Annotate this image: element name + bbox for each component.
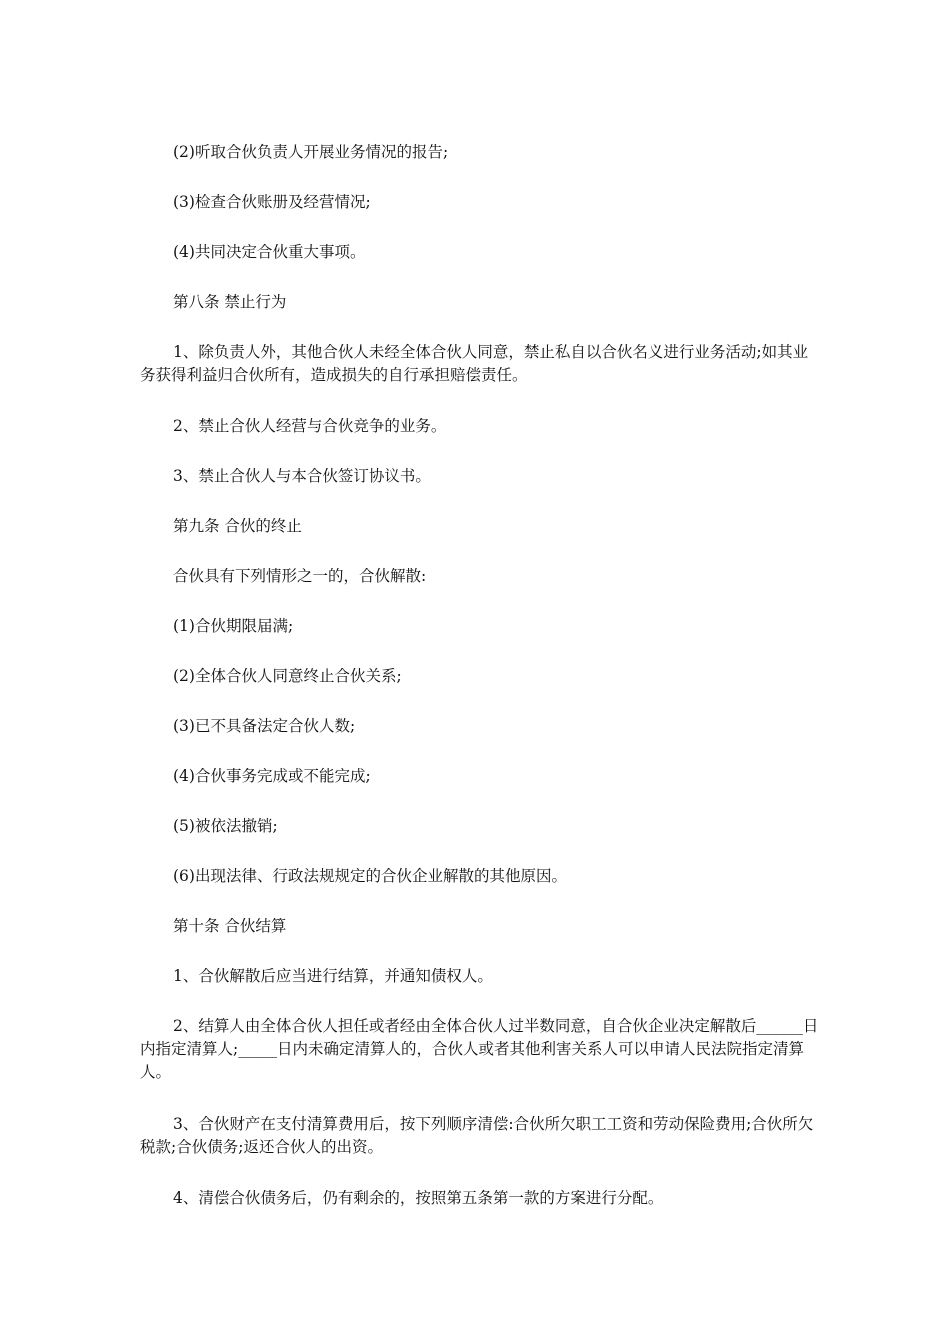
article-10-para-4: 4、清偿合伙债务后，仍有剩余的，按照第五条第一款的方案进行分配。 — [173, 1189, 664, 1207]
article-9-intro: 合伙具有下列情形之一的，合伙解散: — [173, 567, 427, 585]
dissolution-item-6: (6)出现法律、行政法规规定的合伙企业解散的其他原因。 — [173, 867, 567, 885]
article-8-para-1: 1、除负责人外，其他合伙人未经全体合伙人同意，禁止私自以合伙名义进行业务活动;如其业务获得利益归合伙所有，造成损失的自行承担赔偿责任。 — [140, 343, 809, 384]
article-9-heading: 第九条 合伙的终止 — [173, 517, 302, 535]
article-10-para-2: 2、结算人由全体合伙人担任或者经由全体合伙人过半数同意，自合伙企业决定解散后______日内指定清算人;_____日内未确定清算人的，合伙人或者其他利害关系人可以申请人民法院指定清算人。 — [140, 1017, 819, 1081]
article-10-para-3: 3、合伙财产在支付清算费用后，按下列顺序清偿:合伙所欠职工工资和劳动保险费用;合伙所欠税款;合伙债务;返还合伙人的出资。 — [140, 1115, 814, 1156]
dissolution-item-2: (2)全体合伙人同意终止合伙关系; — [173, 667, 402, 685]
dissolution-item-3: (3)已不具备法定合伙人数; — [173, 717, 356, 735]
dissolution-item-1: (1)合伙期限届满; — [173, 617, 294, 635]
dissolution-item-5: (5)被依法撤销; — [173, 817, 278, 835]
article-8-para-3: 3、禁止合伙人与本合伙签订协议书。 — [173, 467, 431, 485]
dissolution-item-4: (4)合伙事务完成或不能完成; — [173, 767, 371, 785]
clause-item-3: (3)检查合伙账册及经营情况; — [173, 193, 371, 211]
article-10-heading: 第十条 合伙结算 — [173, 917, 287, 935]
clause-item-2: (2)听取合伙负责人开展业务情况的报告; — [173, 143, 449, 161]
article-10-para-1: 1、合伙解散后应当进行结算，并通知债权人。 — [173, 967, 493, 985]
clause-item-4: (4)共同决定合伙重大事项。 — [173, 243, 366, 261]
article-8-heading: 第八条 禁止行为 — [173, 293, 287, 311]
article-8-para-2: 2、禁止合伙人经营与合伙竞争的业务。 — [173, 417, 447, 435]
